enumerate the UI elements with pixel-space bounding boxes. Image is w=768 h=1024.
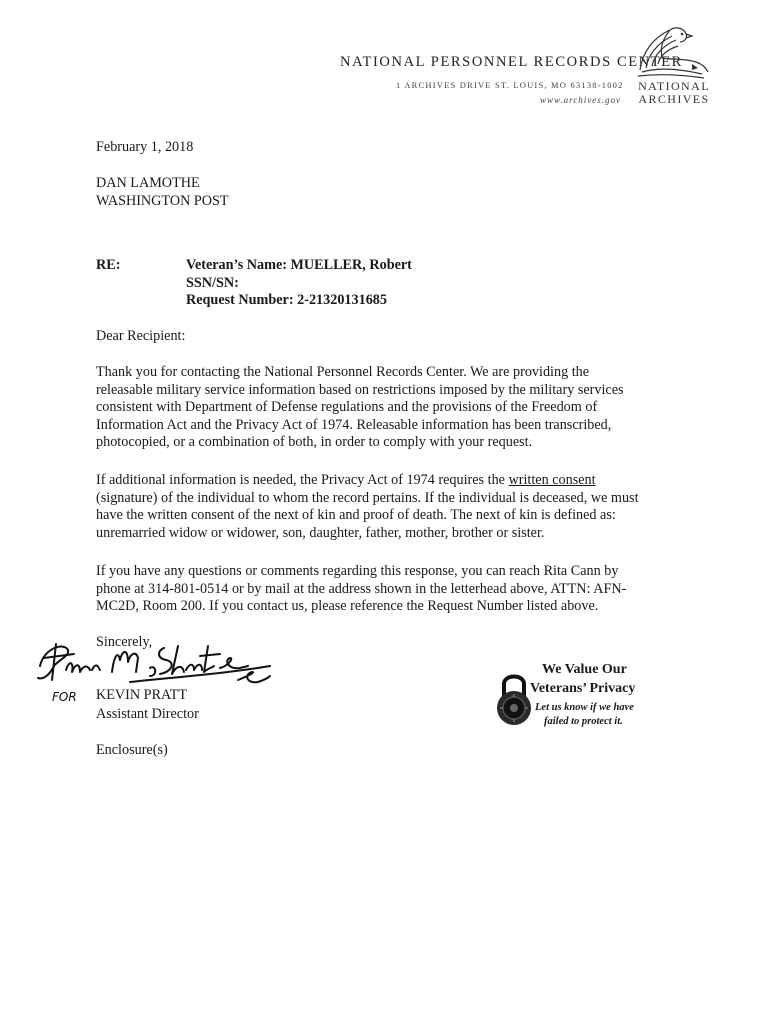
paragraph-3-line: phone at 314-801-0514 or by mail at the address shown in the letterhead above, ATTN: AFN- [96, 580, 627, 597]
salutation: Dear Recipient: [96, 328, 186, 344]
paragraph-2-line [96, 472, 686, 490]
paragraph-1-line: consistent with Department of Defense regulations and the provisions of the Freedom of [96, 399, 598, 416]
letterhead-org-name: NATIONAL PERSONNEL RECORDS CENTER [340, 54, 683, 70]
paragraph-2-line: have the written consent of the next of kin and proof of death. The next of kin is defined as: [96, 507, 616, 524]
paragraph-1-line: Thank you for contacting the National Personnel Records Center. We are providing the [96, 364, 590, 380]
eagle-icon [632, 24, 710, 82]
request-number: Request Number: 2-21320131685 [186, 292, 387, 309]
letter-date: February 1, 2018 [96, 139, 194, 155]
logo-wordmark [638, 80, 710, 106]
paragraph-3-line: MC2D, Room 200. If you contact us, please reference the Request Number listed above. [96, 598, 599, 615]
recipient-organization: WASHINGTON POST [96, 193, 229, 209]
privacy-seal-line1: We Value Our [542, 662, 627, 677]
privacy-seal-line3: Let us know if we have [535, 702, 634, 713]
paragraph-2 [96, 472, 686, 542]
paragraph-1 [96, 364, 686, 452]
padlock-icon [494, 670, 534, 728]
recipient-name: DAN LAMOTHE [96, 175, 200, 191]
paragraph-1-line: photocopied, or a combination of both, in order to comply with your request. [96, 434, 533, 451]
ssn-line: SSN/SN: [186, 274, 239, 291]
re-block [186, 257, 412, 310]
letterhead-website: www.archives.gov [540, 95, 621, 105]
paragraph-3-line: If you have any questions or comments regarding this response, you can reach Rita Cann by [96, 563, 619, 579]
paragraph-3 [96, 563, 686, 616]
signer-name: KEVIN PRATT [96, 687, 188, 703]
letterhead-address: 1 ARCHIVES DRIVE ST. LOUIS, MO 63138-1002 [396, 80, 624, 90]
paragraph-2-line: unremarried widow or widower, son, daughter, father, mother, brother or sister. [96, 524, 545, 541]
paragraph-2-line1-text: If additional information is needed, the Privacy Act of 1974 requires the [96, 472, 509, 488]
privacy-seal-line2: Veterans’ Privacy [530, 681, 636, 696]
logo-text-line2: ARCHIVES [638, 92, 710, 106]
paragraph-2-line: (signature) of the individual to whom the record pertains. If the individual is deceased, we must [96, 489, 639, 506]
closing: Sincerely, [96, 634, 153, 650]
for-mark: FOR [52, 690, 77, 704]
logo-text-line1: NATIONAL [638, 79, 710, 93]
paragraph-1-line: releasable military service information based on restrictions imposed by the military services [96, 381, 624, 398]
written-consent-underlined: written consent [508, 472, 596, 488]
veteran-name: Veteran’s Name: MUELLER, Robert [186, 257, 412, 273]
enclosure-note: Enclosure(s) [96, 742, 168, 758]
re-label: RE: [96, 257, 121, 273]
paragraph-1-line: Information Act and the Privacy Act of 1974. Releasable information has been transcribed, [96, 416, 612, 433]
signer-title: Assistant Director [96, 706, 199, 722]
privacy-seal-line4: failed to protect it. [544, 716, 623, 727]
